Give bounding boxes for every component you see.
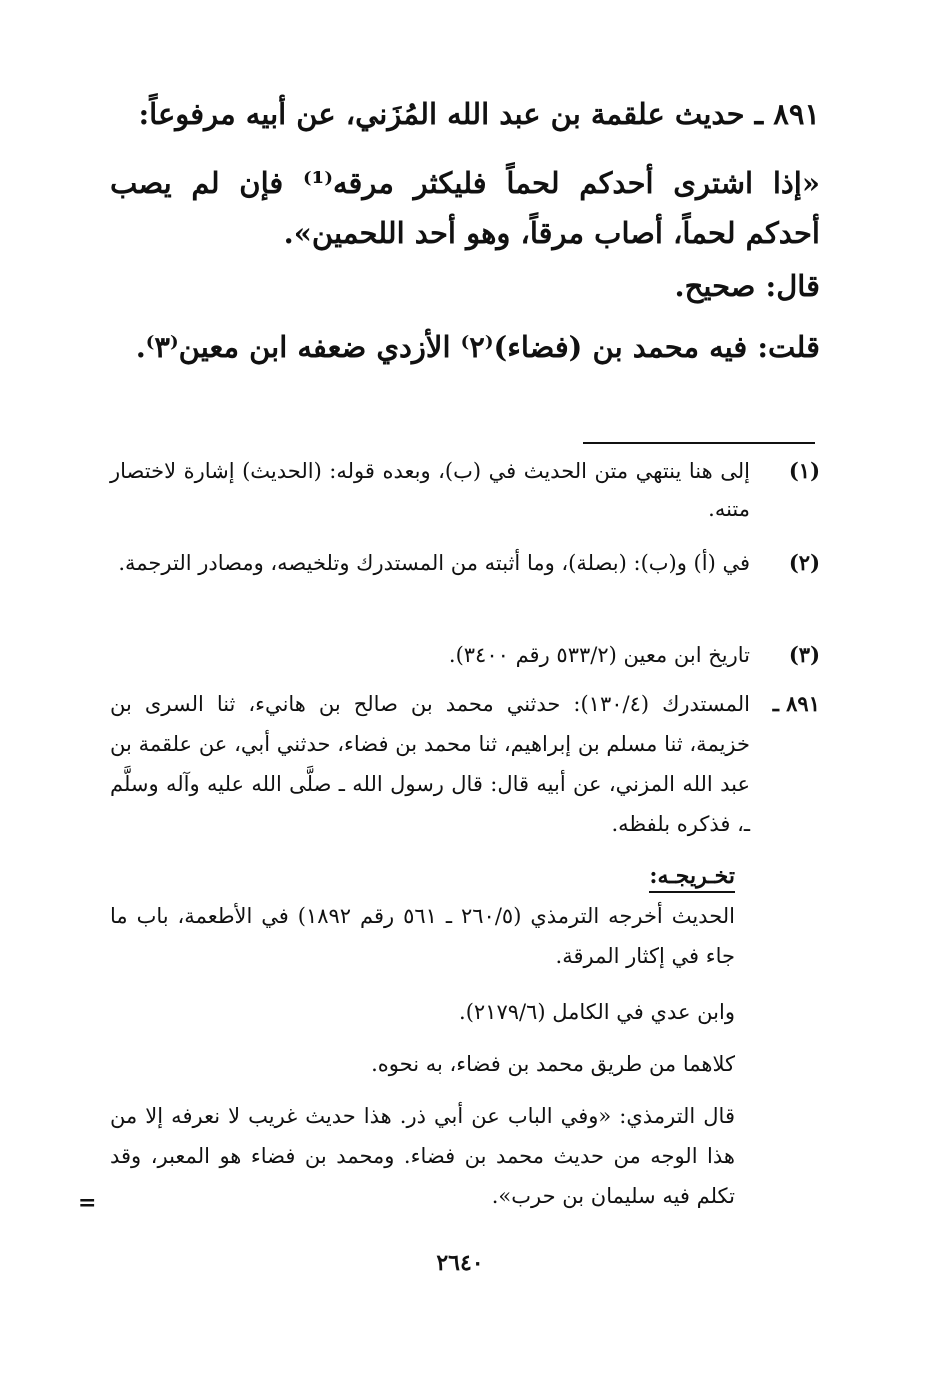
hadith-heading: ٨٩١ ـ حديث علقمة بن عبد الله المُزَني، عن أبيه مرفوعاً: xyxy=(138,97,820,131)
footnote-1 xyxy=(110,452,820,528)
footnote-2 xyxy=(110,544,820,582)
takhrij-paragraph-2: وابن عدي في الكامل (٢١٧٩/٦). xyxy=(459,1000,735,1024)
continuation-mark: = xyxy=(78,1190,97,1216)
takhrij-title-text: تخـريجـه: xyxy=(649,863,735,893)
footnote-separator xyxy=(583,442,815,444)
source-entry xyxy=(110,684,820,844)
takhrij-paragraph-4: قال الترمذي: «وفي الباب عن أبي ذر. هذا حديث غريب لا نعرفه إلا من هذا الوجه من حديث محمد بن فضاء. ومحمد بن فضاء هو المعبر، وقد تكلم فيه سليمان بن حرب». xyxy=(110,1104,735,1208)
footnote-text: تاريخ ابن معين (٥٣٣/٢ رقم ٣٤٠٠). xyxy=(448,643,750,667)
hadith-text: «إذا اشترى أحدكم لحماً فليكثر مرقه⁽¹⁾ فإن لم يصب أحدكم لحماً، أصاب مرقاً، وهو أحد اللحمين». xyxy=(110,166,820,250)
takhrij-paragraph-1: الحديث أخرجه الترمذي (٢٦٠/٥ ـ ٥٦١ رقم ١٨٩٢) في الأطعمة، باب ما جاء في إكثار المرقة. xyxy=(110,904,735,968)
takhrij-paragraph-3: كلاهما من طريق محمد بن فضاء، به نحوه. xyxy=(371,1052,735,1076)
footnote-3 xyxy=(110,636,820,674)
footnote-number: (٣) xyxy=(788,642,820,667)
footnote-number: (١) xyxy=(788,458,820,483)
entry-number: ٨٩١ ـ xyxy=(772,691,820,716)
takhrij-title xyxy=(600,858,735,894)
footnote-number: (٢) xyxy=(788,550,820,575)
footnote-text: في (أ) و(ب): (بصلة)، وما أثبته من المستدرك وتلخيصه، ومصادر الترجمة. xyxy=(118,551,750,575)
footnote-text: إلى هنا ينتهي متن الحديث في (ب)، وبعده قوله: (الحديث) إشارة لاختصار متنه. xyxy=(110,459,750,521)
author-judgment: قال: صحيح. xyxy=(674,269,820,303)
page-number: ٢٦٤٠ xyxy=(436,1250,484,1276)
editor-comment: قلت: فيه محمد بن (فضاء)⁽٢⁾ الأزدي ضعفه ابن معين⁽٣⁾. xyxy=(135,330,820,364)
source-text: المستدرك (١٣٠/٤): حدثني محمد بن صالح بن هانيء، ثنا السرى بن خزيمة، ثنا مسلم بن إبراهيم، ثنا محمد بن فضاء، حدثني أبي، عن علقمة بن عبد الله المزني، عن أبيه قال: قال رسول الله ـ صلَّى الله عليه وآله وسلَّم ـ، فذكره بلفظه. xyxy=(110,692,750,836)
